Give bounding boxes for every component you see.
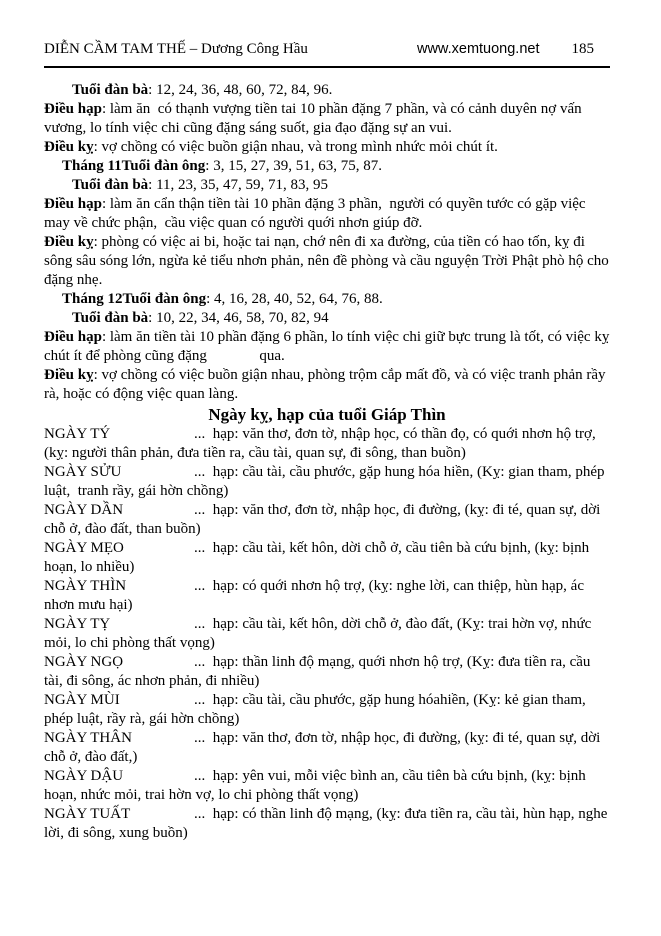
day-name: NGÀY MẸO xyxy=(44,540,124,556)
paragraph-text: : làm ăn có thạnh vượng tiền tai 10 phần đặng 7 phần, và có cảnh duyên nợ vấn vương, lo tính việc chi cũng đặng sáng suốt, gia đạo đặng sự an vui. xyxy=(44,101,586,136)
paragraph-lead: Tuổi đàn bà xyxy=(72,310,149,326)
day-entry xyxy=(44,729,610,767)
paragraph-text: : làm ăn tiền tài 10 phần đặng 6 phần, lo tính việc chi giữ bực trung là tốt, có việc kỵ chút ít để phòng cũng đặng qua. xyxy=(44,329,614,364)
body-paragraph xyxy=(44,195,610,233)
day-name: NGÀY DẬU xyxy=(44,768,124,784)
body-paragraph xyxy=(44,366,610,404)
paragraph-text: : phòng có việc ai bi, hoặc tai nạn, chớ nên đi xa đường, của tiền có hao tốn, kỵ đi sông sâu sóng lớn, ngừa kẻ tiểu nhơn phản, nên đề phòng và cầu nguyện Trời Phật phò hộ cho đặng nhẹ. xyxy=(44,234,613,288)
day-entry xyxy=(44,653,610,691)
page-content xyxy=(44,81,614,843)
paragraph-lead: Điều hạp xyxy=(44,329,102,345)
paragraph-lead: Điều hạp xyxy=(44,196,102,212)
day-name: NGÀY NGỌ xyxy=(44,654,124,670)
day-text: ... hạp: yên vui, mỗi việc bình an, cầu tiên bà cứu bịnh, (kỵ: bịnh hoạn, nhức mỏi, trai hờn vợ, lo chi phòng thất vọng) xyxy=(44,768,590,803)
page-number: 185 xyxy=(571,41,594,57)
section-heading: Ngày kỵ, hạp của tuổi Giáp Thìn xyxy=(208,405,446,424)
day-name: NGÀY SỬU xyxy=(44,464,122,480)
header-rule xyxy=(44,66,610,68)
day-text: ... hạp: văn thơ, đơn tờ, nhập học, đi đường, (kỵ: đi té, quan sự, dời chỗ ở, đào đất, than buồn) xyxy=(44,502,605,537)
day-text: ... hạp: cầu tài, kết hôn, dời chỗ ở, cầu tiên bà cứu bịnh, (kỵ: bịnh hoạn, lo nhiều) xyxy=(44,540,593,575)
book-title: DIỄN CẦM TAM THẾ – Dương Công Hầu xyxy=(44,41,308,57)
day-name: NGÀY THÌN xyxy=(44,578,127,594)
paragraph-text: : 4, 16, 28, 40, 52, 64, 76, 88. xyxy=(206,291,383,307)
day-text: ... hạp: thần linh độ mạng, quới nhơn hộ trợ, (Kỵ: đưa tiền ra, cầu tài, đi sông, ác nhơn phản, đi nhiều) xyxy=(44,654,595,689)
body-paragraph xyxy=(44,233,613,290)
day-list xyxy=(44,425,610,843)
day-entry xyxy=(44,691,610,729)
paragraph-text: : vợ chồng có việc buồn giận nhau, và trong mình nhức mỏi chút ít. xyxy=(93,139,498,155)
body-paragraph xyxy=(44,176,610,195)
day-text: ... hạp: có quới nhơn hộ trợ, (kỵ: nghe lời, can thiệp, hùn hạp, ác nhơn mưu hại) xyxy=(44,578,588,613)
paragraph-text: : 11, 23, 35, 47, 59, 71, 83, 95 xyxy=(148,177,329,193)
body-paragraph xyxy=(44,290,610,309)
day-name: NGÀY TÝ xyxy=(44,426,111,442)
day-entry xyxy=(44,539,610,577)
paragraph-lead: Điều kỵ xyxy=(44,234,94,250)
day-entry xyxy=(44,805,610,843)
paragraph-text: : 10, 22, 34, 46, 58, 70, 82, 94 xyxy=(148,310,329,326)
day-text: ... hạp: cầu tài, cầu phước, gặp hung hóa hiền, (Kỵ: gian tham, phép luật, tranh rầy, gái hờn chồng) xyxy=(44,464,609,499)
body-paragraph xyxy=(44,328,614,366)
body-paragraph xyxy=(44,81,610,100)
day-name: NGÀY DẦN xyxy=(44,502,124,518)
day-name: NGÀY MÙI xyxy=(44,692,120,708)
day-text: ... hạp: văn thơ, đơn tờ, nhập học, có thần đọ, có quới nhơn hộ trợ, (kỵ: người thân phản, đưa tiền ra, cầu tài, quan sự, đi sông, than buồn) xyxy=(44,426,600,461)
paragraph-text: : vợ chồng có việc buồn giận nhau, phòng trộm cắp mất đồ, và có việc tranh phản rầy rà, hoặc có động việc quan làng. xyxy=(44,367,610,402)
paragraph-text: : làm ăn cẩn thận tiền tài 10 phần đặng 3 phần, người có quyền tước có gặp việc may về chức phận, cầu việc quan có người quới nhơn giúp đỡ. xyxy=(44,196,590,231)
body-paragraph xyxy=(44,138,610,157)
page-header xyxy=(44,40,610,59)
day-text: ... hạp: cầu tài, kết hôn, dời chỗ ở, đào đất, (Kỵ: trai hờn vợ, nhức mỏi, lo chi phòng thất vọng) xyxy=(44,616,596,651)
paragraph-lead: Điều hạp xyxy=(44,101,102,117)
month-sections xyxy=(44,81,614,404)
day-name: NGÀY TỴ xyxy=(44,616,111,632)
paragraph-lead: Tháng 12Tuổi đàn ông xyxy=(62,291,207,307)
day-text: ... hạp: cầu tài, cầu phước, gặp hung hóahiền, (Kỵ: kẻ gian tham, phép luật, rầy rà, gái hờn chồng) xyxy=(44,692,590,727)
day-entry xyxy=(44,577,610,615)
paragraph-text: : 12, 24, 36, 48, 60, 72, 84, 96. xyxy=(148,82,333,98)
day-entry xyxy=(44,615,610,653)
day-text: ... hạp: văn thơ, đơn tờ, nhập học, đi đường, (kỵ: đi té, quan sự, dời chỗ ở, đào đất,) xyxy=(44,730,605,765)
body-paragraph xyxy=(44,100,610,138)
day-entry xyxy=(44,767,610,805)
website-url: www.xemtuong.net xyxy=(416,41,540,57)
paragraph-lead: Tháng 11Tuổi đàn ông xyxy=(62,158,206,174)
day-entry xyxy=(44,463,610,501)
paragraph-lead: Tuổi đàn bà xyxy=(72,177,149,193)
day-name: NGÀY TUẤT xyxy=(44,806,131,822)
day-name: NGÀY THÂN xyxy=(44,730,132,746)
body-paragraph xyxy=(44,157,610,176)
paragraph-lead: Điều kỵ xyxy=(44,367,94,383)
paragraph-lead: Điều kỵ xyxy=(44,139,94,155)
paragraph-text: : 3, 15, 27, 39, 51, 63, 75, 87. xyxy=(205,158,382,174)
day-text: ... hạp: có thần linh độ mạng, (kỵ: đưa tiền ra, cầu tài, hùn hạp, nghe lời, đi sông, xung buồn) xyxy=(44,806,612,841)
day-entry xyxy=(44,501,610,539)
body-paragraph xyxy=(44,309,610,328)
day-entry xyxy=(44,425,610,463)
paragraph-lead: Tuổi đàn bà xyxy=(72,82,149,98)
